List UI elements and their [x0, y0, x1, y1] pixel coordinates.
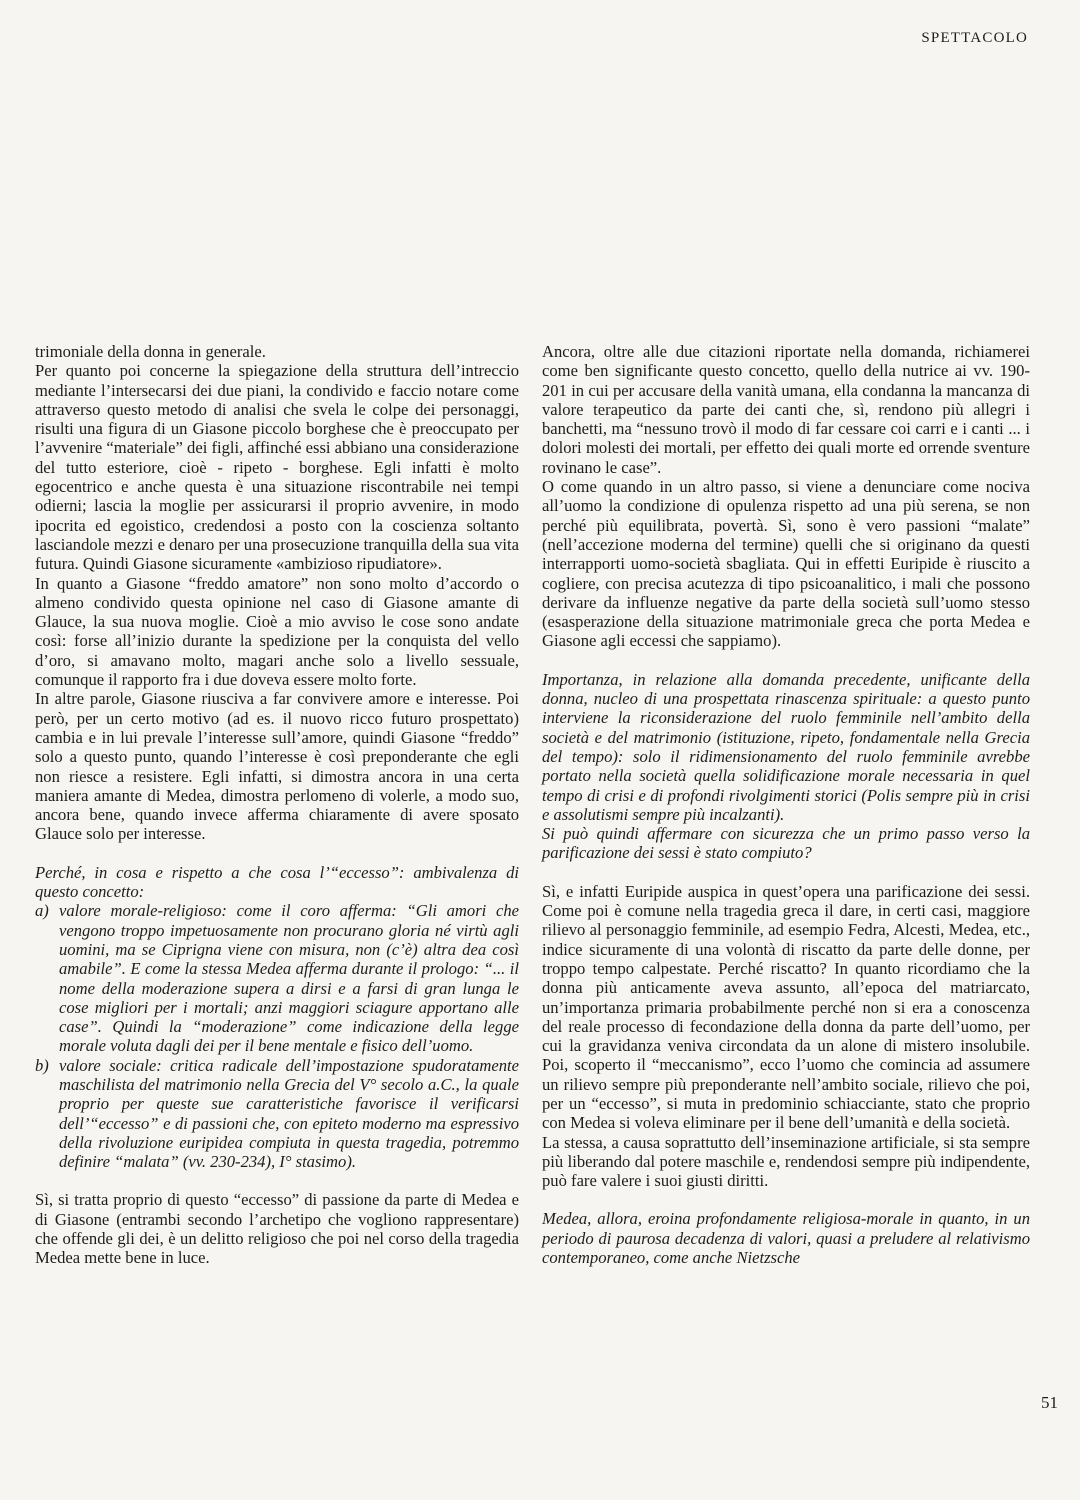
list-item-text: valore morale-religioso: come il coro afferma: “Gli amori che vengono troppo impetuosamente non procurano gloria né virtù agli uomini, ma se Ciprigna viene con misura, non (c’è) altra dea così amabile”. E come la stessa Medea afferma durante il prologo: “... il nome della moderazione supera a dirsi e a farsi di gran lunga le cose migliori per i mortali; anzi maggiori sciagure apportano alle case”. Quindi la “moderazione” come indicazione della legge morale voluta dagli dei per il bene mentale e fisico dell’uomo.: [59, 901, 519, 1056]
paragraph: In altre parole, Giasone riusciva a far convivere amore e interesse. Poi però, per un certo motivo (ad es. il nuovo ricco futuro prospettato) cambia e in lui prevale l’interesse sull’amore, quindi Giasone “freddo” solo a questo punto, quando l’interesse è così preponderante che egli non riesce a resistere. Egli infatti, si dimostra ancora in una certa maniera amante di Medea, dimostra perlomeno di volerle, a modo suo, ancora bene, quando invece afferma chiaramente di avere sposato Glauce solo per interesse.: [35, 689, 519, 844]
section-header: SPETTACOLO: [921, 30, 1028, 46]
right-column: [542, 342, 1030, 1267]
paragraph: Per quanto poi concerne la spiegazione della struttura dell’intreccio mediante l’intersecarsi dei due piani, la condivido e faccio notare come attraverso questo metodo di analisi che svela le colpe dei personaggi, risulti una figura di un Giasone piccolo borghese che è preoccupato per l’avvenire “materiale” dei figli, affinché essi abbiano una considerazione del tutto esteriore, cioè - ripeto - borghese. Egli infatti è molto egocentrico e anche questa è una situazione riscontrabile nei tempi odierni; lascia la moglie per assicurarsi il proprio avvenire, in modo ipocrita ed egoistico, credendosi a posto con la coscienza soltanto lasciandole mezzi e denaro per una prosecuzione tranquilla della sua vita futura. Quindi Giasone sicuramente «ambizioso ripudiatore».: [35, 361, 519, 574]
list-item: [35, 1056, 519, 1172]
left-column: [35, 342, 519, 1268]
question-paragraph: Medea, allora, eroina profondamente religiosa-morale in quanto, in un periodo di paurosa decadenza di valori, quasi a preludere al relativismo contemporaneo, come anche Nietzsche: [542, 1209, 1030, 1268]
list-marker: a): [35, 901, 49, 921]
paragraph: La stessa, a causa soprattutto dell’inseminazione artificiale, si sta sempre più liberando dal potere maschile e, rendendosi sempre più indipendente, può fare valere i suoi giusti diritti.: [542, 1132, 1030, 1191]
page-number: 51: [1041, 1393, 1058, 1412]
list-item: [35, 901, 519, 1055]
paragraph: In quanto a Giasone “freddo amatore” non sono molto d’accordo o almeno condivido questa opinione nel caso di Giasone amante di Glauce, la sua nuova moglie. Cioè a mio avviso le cose sono andate così: forse all’inizio durante la spedizione per la conquista del vello d’oro, si amavano molto, magari anche solo a livello sessuale, comunque il rapporto fra i due doveva essere molto forte.: [35, 573, 519, 690]
paragraph: Sì, si tratta proprio di questo “eccesso” di passione da parte di Medea e di Giasone (entrambi secondo l’archetipo che vogliono rappresentare) che offende gli dei, è un delitto religioso che poi nel corso della tragedia Medea mette bene in luce.: [35, 1190, 519, 1268]
paragraph: trimoniale della donna in generale.: [35, 342, 266, 361]
paragraph: Ancora, oltre alle due citazioni riportate nella domanda, richiamerei come ben significante questo concetto, quello della nutrice ai vv. 190-201 in cui per accusare della vanità umana, ella condanna la mancanza di valore terapeutico da parte dei canti che, sì, rendono più allegri i banchetti, ma “nessuno trovò il modo di far cessare coi carri e i canti ... i dolori molesti dei mortali, per effetto dei quali morte ed orrende sventure rovinano le case”.: [542, 342, 1030, 477]
question-list: [35, 901, 519, 1171]
question-paragraph: Importanza, in relazione alla domanda precedente, unificante della donna, nucleo di una prospettata rinascenza spirituale: a questo punto interviene la riconsiderazione del ruolo femminile nell’ambito della società e del matrimonio (istituzione, ripeto, fondamentale nella Grecia del tempo): solo il ridimensionamento del ruolo femminile avrebbe portato nella società quella solidificazione morale necessaria in quel tempo di crisi e di profondi rivolgimenti storici (Polis sempre più in crisi e assolutismi sempre più incalzanti).: [542, 669, 1030, 824]
list-item-text: valore sociale: critica radicale dell’impostazione spudoratamente maschilista del matrimonio nella Grecia del V° secolo a.C., la quale proprio per queste sue caratteristiche favorisce il verificarsi dell’“eccesso” e di passioni che, con epiteto moderno ma espressivo della rivoluzione euripidea compiuta in questa tragedia, potremmo definire “malata” (vv. 230-234), I° stasimo).: [59, 1055, 519, 1172]
question-intro: Perché, in cosa e rispetto a che cosa l’“eccesso”: ambivalenza di questo concetto:: [35, 862, 519, 902]
question-paragraph: Si può quindi affermare con sicurezza che un primo passo verso la parificazione dei sessi è stato compiuto?: [542, 824, 1030, 863]
list-marker: b): [35, 1055, 49, 1075]
paragraph: O come quando in un altro passo, si viene a denunciare come nociva all’uomo la condizione di opulenza rispetto ad una più serena, se non perché più equilibrata, povertà. Sì, sono è vero passioni “malate” (nell’accezione moderna del termine) quelli che si originano da questi interrapporti uomo-società sbagliata. Qui in effetti Euripide è riuscito a cogliere, con precisa acutezza di tipo psicoanalitico, i mali che possono derivare da influenze negative da parte della società sull’uomo stesso (esasperazione della situazione matrimoniale greca che porta Medea e Giasone agli eccessi che sappiamo).: [542, 477, 1030, 651]
paragraph: Sì, e infatti Euripide auspica in quest’opera una parificazione dei sessi. Come poi è comune nella tragedia greca il dare, in certi casi, maggiore rilievo al personaggio femminile, ad esempio Fedra, Alcesti, Medea, etc., indice sicuramente di una volontà di riscatto da parte delle donne, per troppo tempo calpestate. Perché riscatto? In quanto ricordiamo che la donna più anticamente aveva assunto, all’epoca del matriarcato, un’importanza primaria probabilmente perché non si era a conoscenza del reale processo di fecondazione della donna da parte dell’uomo, per cui la gravidanza veniva circondata da un alone di mistero insolubile. Poi, scoperto il “meccanismo”, ecco l’uomo che comincia ad assumere un rilievo sempre più preponderante nell’ambito sociale, rilievo che poi, per un “eccesso”, si muta in predominio schiacciante, stato che proprio con Medea si voleva eliminare per il bene dell’umanità e della società.: [542, 881, 1030, 1133]
